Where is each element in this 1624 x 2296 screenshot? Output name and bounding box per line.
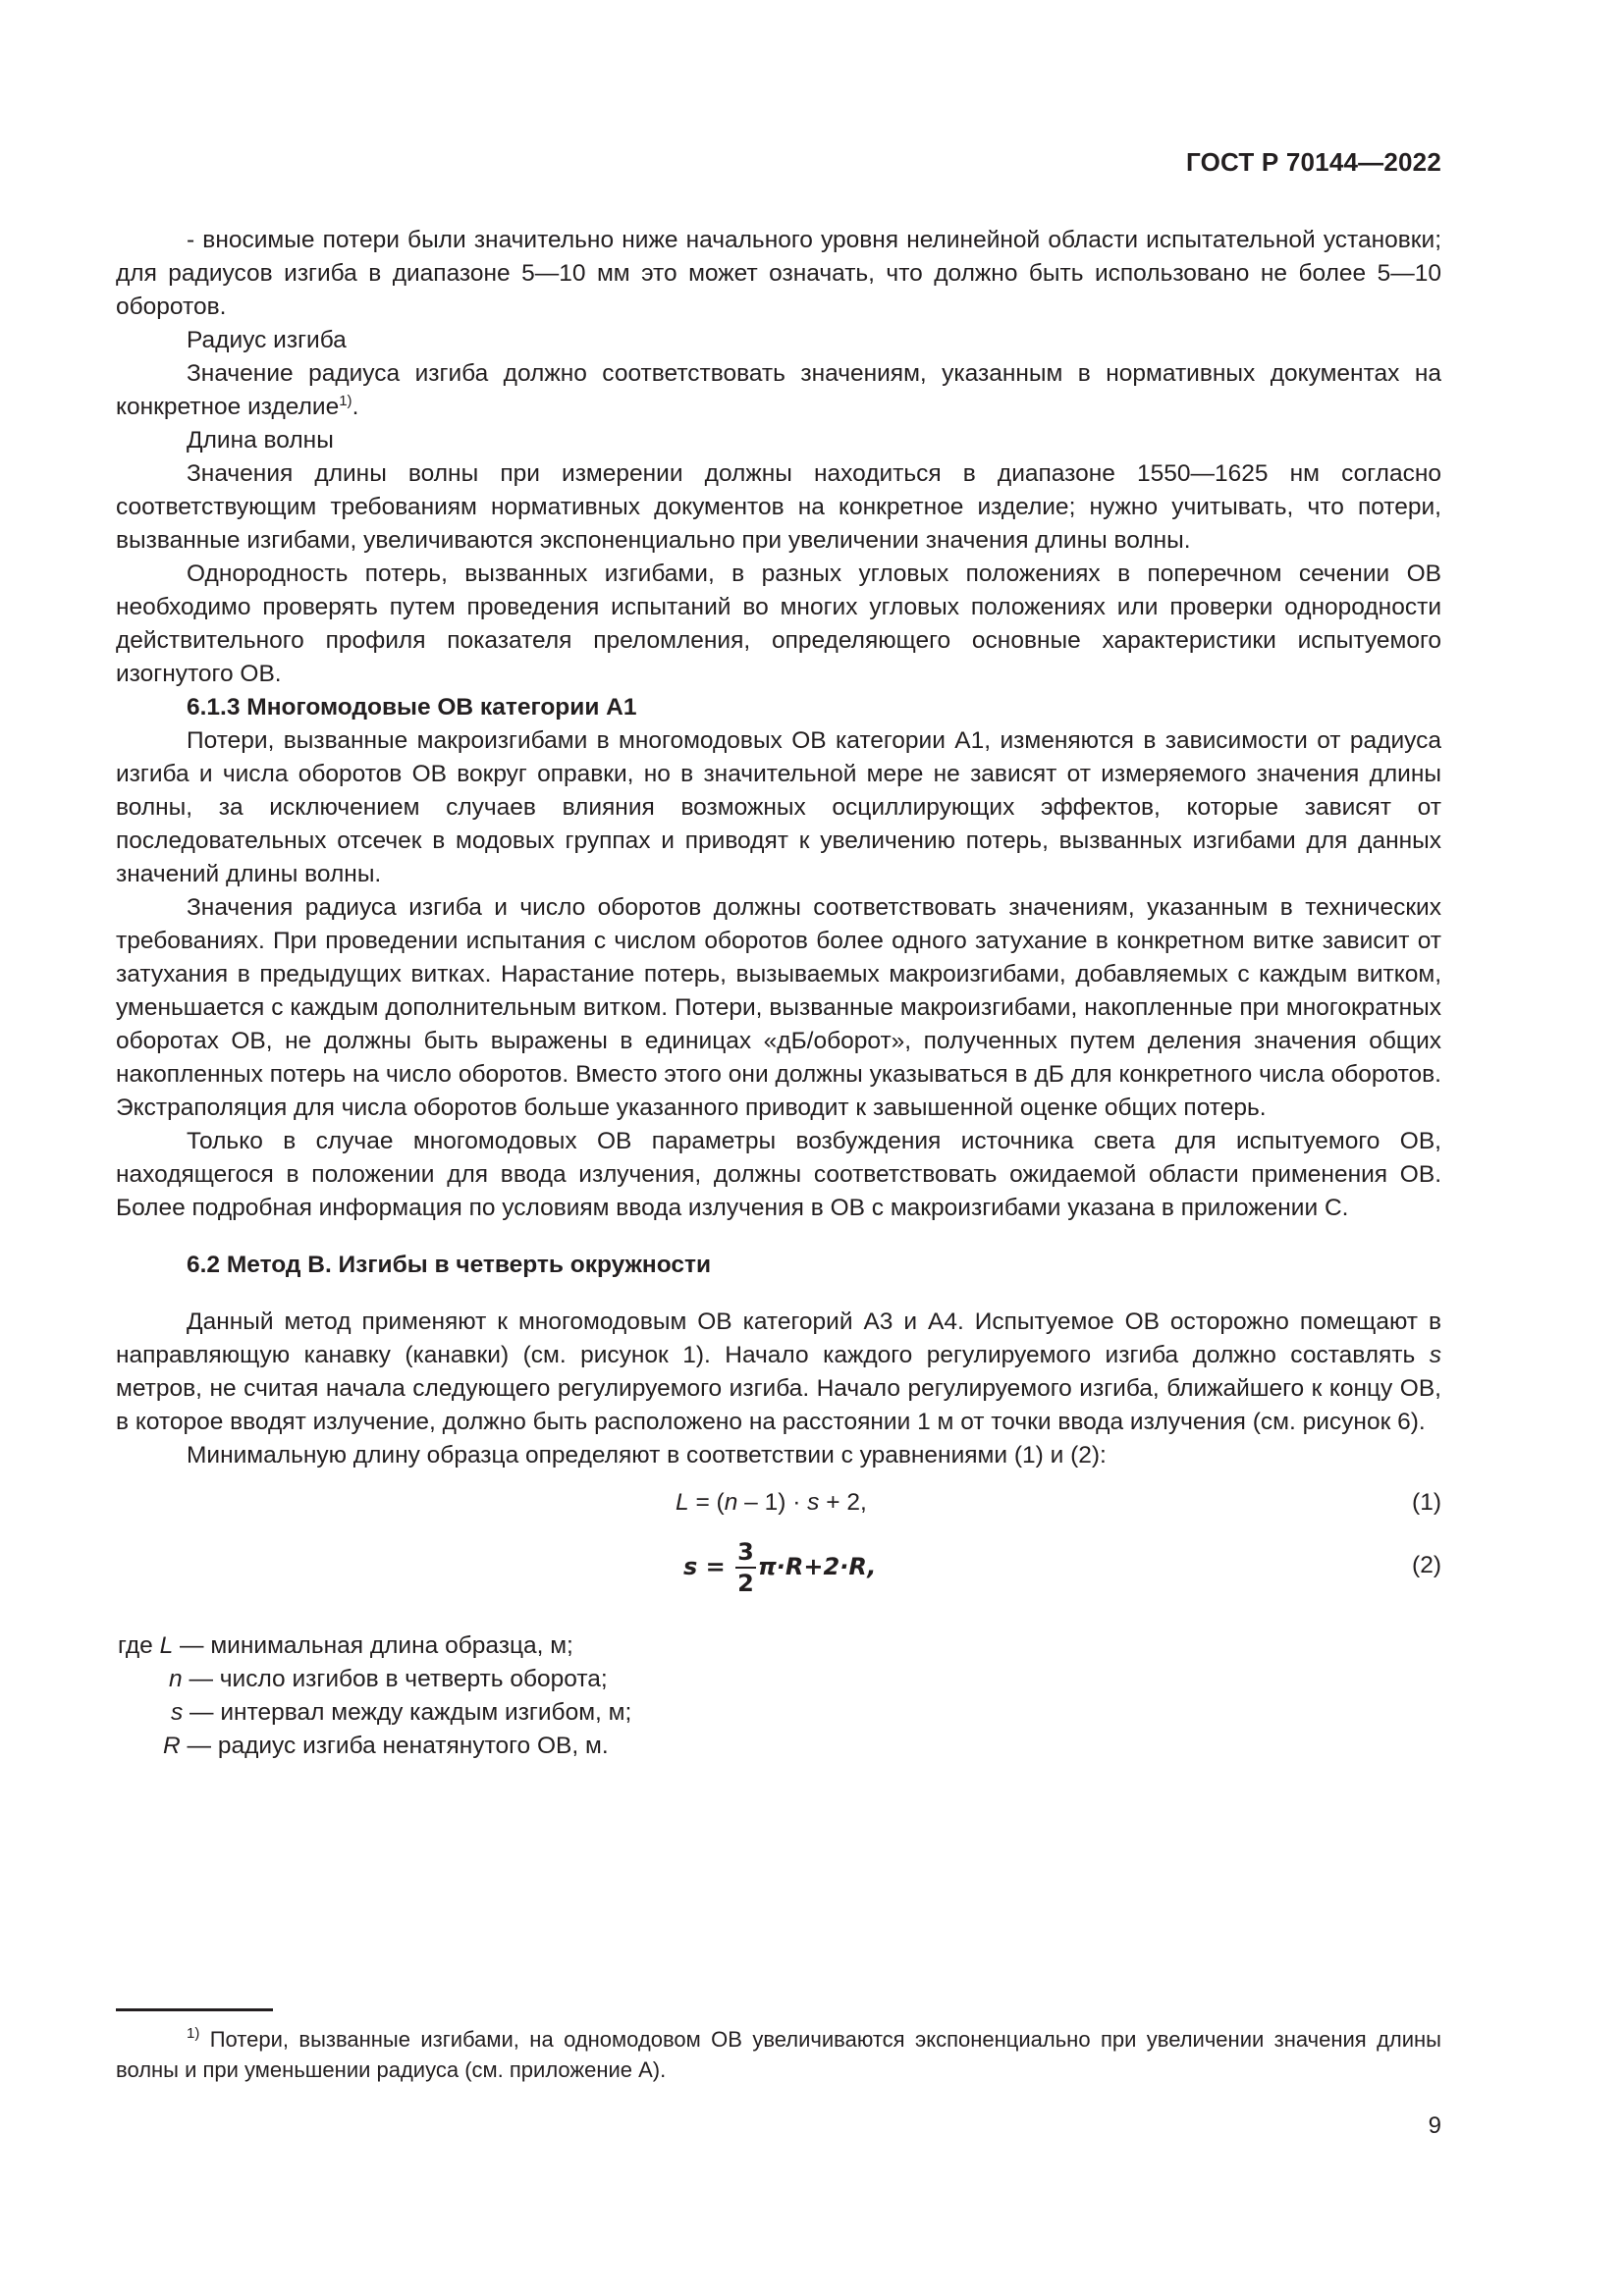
legend-symbol: R bbox=[163, 1733, 181, 1759]
variable-L: L bbox=[676, 1489, 689, 1516]
subheading-wavelength: Длина волны bbox=[187, 427, 334, 454]
variable-legend bbox=[116, 1629, 1441, 1777]
paragraph: Значения радиуса изгиба и число оборотов должны соответствовать значениям, указанным в технических требованиях. При проведении испытания с числом оборотов более одного затухание в конкретном витке зависит от затухания в предыдущих витках. Нарастание потерь, вызываемых макроизгибами, добавляемых с каждым витком, уменьшается с каждым дополнительным витком. Потери, вызванные макроизгибами, накопленные при многократных оборотах ОВ, не должны быть выражены в единицах «дБ/оборот», полученных путем деления значения общих накопленных потерь на число оборотов. Вместо этого они должны указываться в дБ для конкретного числа оборотов. Экстраполяция для числа оборотов больше указанного приводит к завышенной оценке общих потерь. bbox=[116, 894, 1441, 1121]
equation-text: = ( bbox=[688, 1489, 725, 1516]
legend-symbol: L bbox=[159, 1632, 174, 1659]
variable-s: s bbox=[1429, 1342, 1441, 1368]
equation-1 bbox=[116, 1472, 1441, 1535]
legend-text: — минимальная длина образца, м; bbox=[173, 1632, 573, 1659]
legend-text: — радиус изгиба ненатянутого ОВ, м. bbox=[180, 1733, 609, 1759]
equation-text: + 2, bbox=[819, 1489, 867, 1516]
equation-expression bbox=[676, 1486, 867, 1520]
footnote-separator bbox=[116, 2008, 273, 2011]
standard-header: ГОСТ Р 70144—2022 bbox=[1186, 147, 1441, 177]
fraction bbox=[735, 1537, 756, 1598]
paragraph-text: . bbox=[352, 394, 359, 420]
equation-lhs: s = bbox=[683, 1553, 734, 1580]
paragraph: Минимальную длину образца определяют в соответствии с уравнениями (1) и (2): bbox=[187, 1442, 1107, 1468]
legend-text: — число изгибов в четверть оборота; bbox=[182, 1666, 608, 1692]
legend-row bbox=[163, 1730, 609, 1763]
section-heading-6-1-3: 6.1.3 Многомодовые ОВ категории А1 bbox=[187, 694, 637, 721]
paragraph: Потери, вызванные макроизгибами в многомодовых ОВ категории А1, изменяются в зависимости от радиуса изгиба и числа оборотов ОВ вокруг оправки, но в значительной мере не зависят от измеряемого значения длины волны, за исключением случаев влияния возможных осциллирующих эффектов, которые зависят от последовательных отсечек в модовых группах и приводят к увеличению потерь, вызванных изгибами для данных значений длины волны. bbox=[116, 727, 1441, 887]
document-body bbox=[116, 224, 1441, 1777]
equation-rhs: π·R+2·R, bbox=[757, 1553, 877, 1580]
paragraph-text: метров, не считая начала следующего регулируемого изгиба. Начало регулируемого изгиба, ближайшего к концу ОВ, в которое вводят излучение, должно быть расположено на расстоянии 1 м от точки ввода излучения (см. рисунок 6). bbox=[116, 1375, 1441, 1435]
footnote-mark: 1) bbox=[187, 2025, 200, 2042]
paragraph: Только в случае многомодовых ОВ параметры возбуждения источника света для испытуемого ОВ, находящегося в положении для ввода излучения, должны соответствовать ожидаемой области применения ОВ. Более подробная информация по условиям ввода излучения в ОВ с макроизгибами указана в приложении С. bbox=[116, 1128, 1441, 1221]
legend-symbol: s bbox=[171, 1699, 184, 1726]
page-number: 9 bbox=[1428, 2112, 1441, 2139]
section-heading-6-2: 6.2 Метод В. Изгибы в четверть окружности bbox=[187, 1252, 712, 1278]
fraction-numerator: 3 bbox=[735, 1537, 756, 1569]
legend-prefix: где bbox=[118, 1632, 160, 1659]
legend-text: — интервал между каждым изгибом, м; bbox=[183, 1699, 632, 1726]
equation-2 bbox=[116, 1535, 1441, 1629]
paragraph: - вносимые потери были значительно ниже начального уровня нелинейной области испытательной установки; для радиусов изгиба в диапазоне 5—10 мм это может означать, что должно быть использовано не более 5—10 оборотов. bbox=[116, 227, 1441, 320]
paragraph bbox=[116, 357, 1441, 424]
variable-n: n bbox=[724, 1489, 738, 1516]
legend-row bbox=[171, 1696, 631, 1730]
paragraph: Однородность потерь, вызванных изгибами, в разных угловых положениях в поперечном сечении ОВ необходимо проверять путем проведения испытаний во многих угловых положениях или проверки однородности действительного профиля показателя преломления, определяющего основные характеристики испытуемого изогнутого ОВ. bbox=[116, 561, 1441, 687]
paragraph bbox=[116, 1306, 1441, 1439]
footnote bbox=[116, 2024, 1441, 2085]
equation-number: (2) bbox=[1412, 1552, 1441, 1578]
fraction-denominator: 2 bbox=[737, 1570, 754, 1597]
footnote-ref[interactable]: 1) bbox=[339, 393, 352, 409]
legend-row bbox=[169, 1663, 608, 1696]
footnote-text: Потери, вызванные изгибами, на одномодовом ОВ увеличиваются экспоненциально при увеличении значения длины волны и при уменьшении радиуса (см. приложение А). bbox=[116, 2027, 1441, 2082]
paragraph-text: Данный метод применяют к многомодовым ОВ категорий А3 и А4. Испытуемое ОВ осторожно помещают в направляющую канавку (канавки) (см. рисунок 1). Начало каждого регулируемого изгиба должно составлять bbox=[116, 1308, 1441, 1368]
equation-expression bbox=[683, 1537, 876, 1598]
variable-s: s bbox=[807, 1489, 820, 1516]
legend-symbol: n bbox=[169, 1666, 183, 1692]
paragraph-text: Значение радиуса изгиба должно соответствовать значениям, указанным в нормативных документах на конкретное изделие bbox=[116, 360, 1441, 420]
paragraph: Значения длины волны при измерении должны находиться в диапазоне 1550—1625 нм согласно соответствующим требованиям нормативных документов на конкретное изделие; нужно учитывать, что потери, вызванные изгибами, увеличиваются экспоненциально при увеличении значения длины волны. bbox=[116, 460, 1441, 554]
equation-number: (1) bbox=[1412, 1489, 1441, 1516]
legend-row bbox=[118, 1629, 573, 1663]
subheading-bend-radius: Радиус изгиба bbox=[187, 327, 347, 353]
equation-text: – 1) · bbox=[737, 1489, 808, 1516]
